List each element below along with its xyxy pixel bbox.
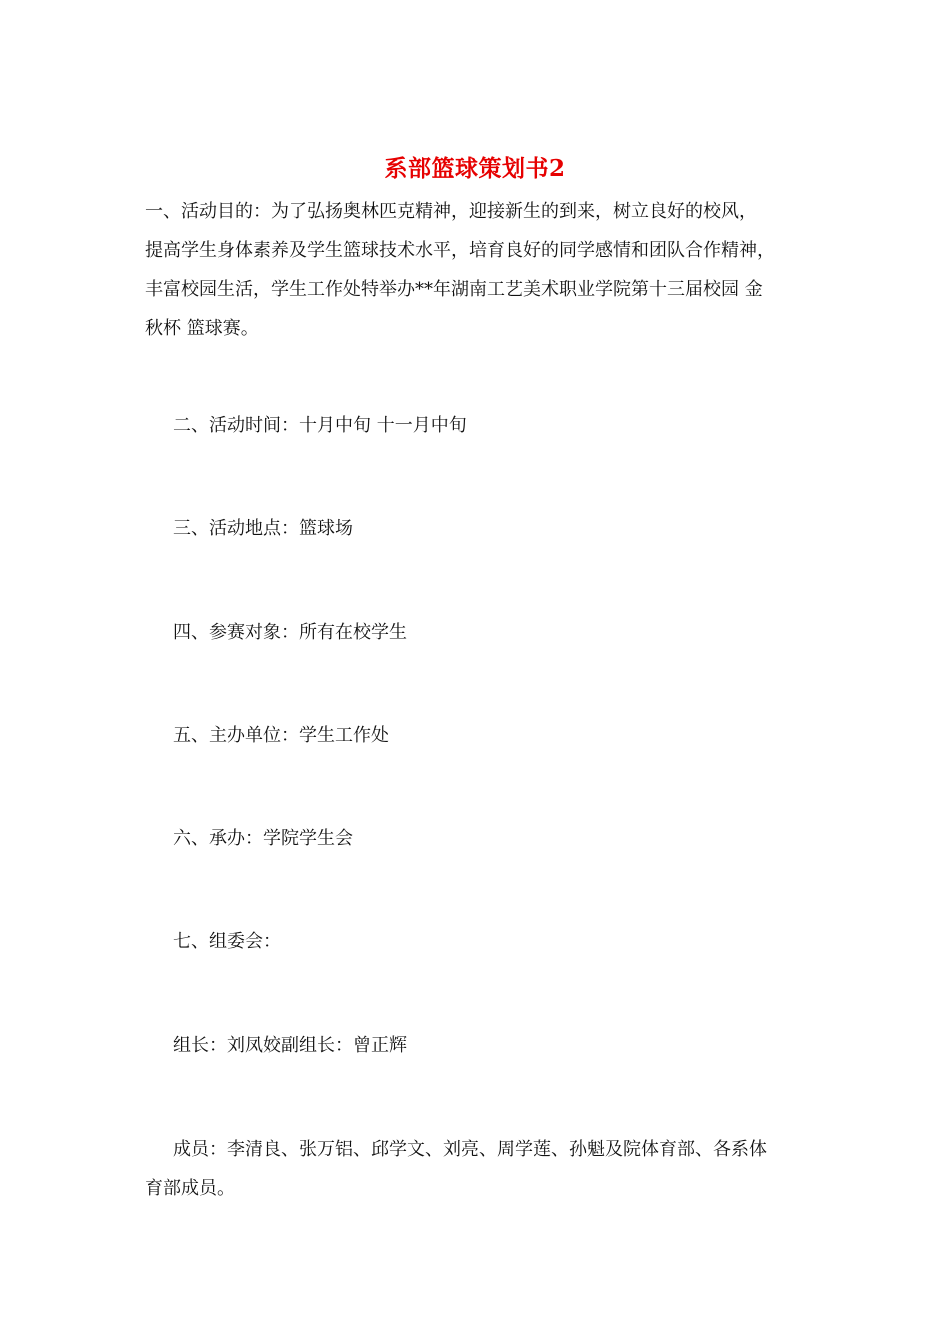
- section-purpose: [145, 192, 810, 348]
- purpose-line-4: 秋杯 篮球赛。: [145, 318, 259, 339]
- section-leaders: [173, 1026, 813, 1065]
- section-participants: [173, 613, 813, 652]
- section-time: [173, 406, 813, 445]
- leaders-line: 组长：刘凤姣副组长：曾正辉: [173, 1035, 407, 1056]
- document-title: 系部篮球策划书2: [384, 155, 566, 182]
- purpose-line-3: 丰富校园生活，学生工作处特举办**年湖南工艺美术职业学院第十三届校园 金: [145, 279, 763, 300]
- purpose-line-2: 提高学生身体素养及学生篮球技术水平，培育良好的同学感情和团队合作精神，: [145, 240, 775, 261]
- section-host: [173, 716, 813, 755]
- location-line: 三、活动地点：篮球场: [173, 518, 353, 539]
- purpose-line-1: 一、活动目的：为了弘扬奥林匹克精神，迎接新生的到来，树立良好的校风，: [145, 201, 757, 222]
- participants-line: 四、参赛对象：所有在校学生: [173, 622, 407, 643]
- organizer-line: 六、承办：学院学生会: [173, 828, 353, 849]
- committee-line: 七、组委会：: [173, 931, 281, 952]
- section-committee: [173, 922, 813, 961]
- host-line: 五、主办单位：学生工作处: [173, 725, 389, 746]
- time-line: 二、活动时间：十月中旬 十一月中旬: [173, 415, 467, 436]
- members-line-1: 成员：李清良、张万铝、邱学文、刘亮、周学莲、孙魁及院体育部、各系体: [173, 1139, 767, 1160]
- section-location: [173, 509, 813, 548]
- section-members: [145, 1130, 810, 1208]
- section-organizer: [173, 819, 813, 858]
- members-line-2: 育部成员。: [145, 1178, 235, 1199]
